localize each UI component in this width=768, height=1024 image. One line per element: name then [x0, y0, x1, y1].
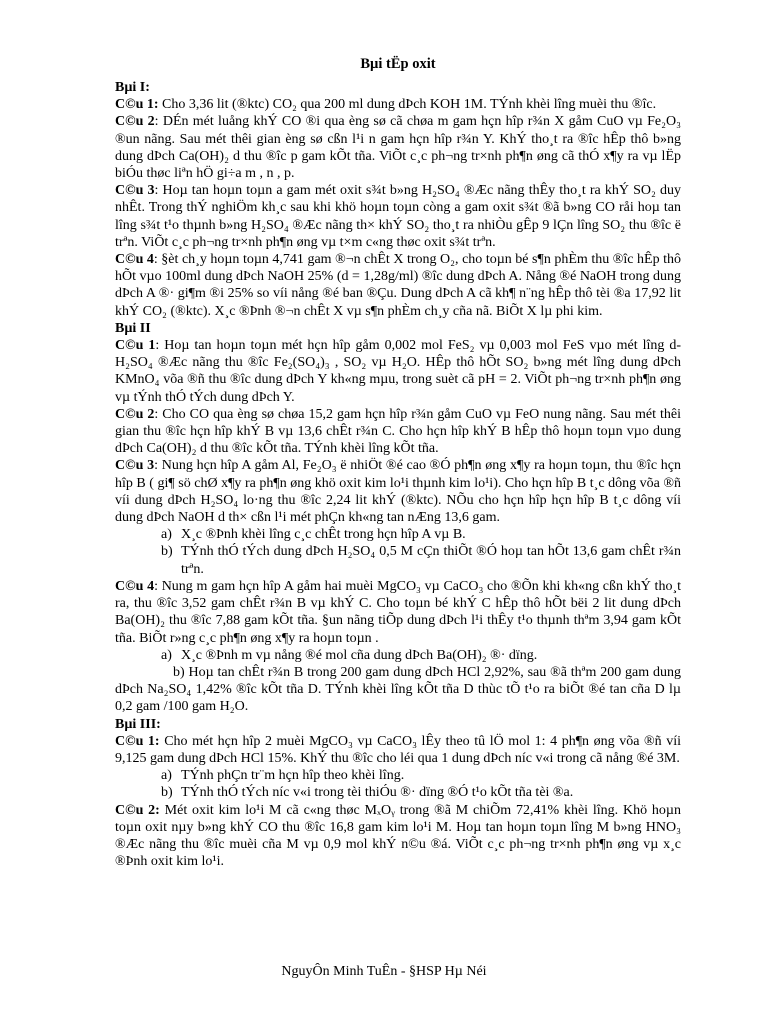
question [115, 733, 681, 767]
question-text: : Nung hçn hîp A gåm Al, Fe₂O₃ ë nhiÖt ®é cao ®Ó ph¶n øng x¶y ra hoµn toµn, thu ®îc hçn hîp B ( gi¶ sö chØ x¶y ra ph¶n øng khö oxit kim lo¹i thµnh kim lo¹i). Cho hçn hîp B t¸c dông võa ®ñ víi dung dÞch H₂SO₄ lo·ng thu ®îc 2,24 lit khÝ (®ktc). NÕu cho hçn hîp hçn hîp B t¸c dông víi dung dÞch NaOH d th× cßn l¹i mét phÇn kh«ng tan nÆng 13,6 gam. [115, 458, 681, 526]
page-footer: NguyÔn Minh TuÊn - §HSP Hµ Néi [281, 964, 487, 979]
question-label: C©u 3 [115, 458, 155, 474]
question-text: Cho 3,36 lit (®ktc) CO₂ qua 200 ml dung dÞch KOH 1M. TÝnh khèi lîng muèi thu ®îc. [158, 97, 657, 113]
question [115, 113, 681, 182]
question-text: : DÉn mét luång khÝ CO ®i qua èng sø cã chøa m gam hçn hîp r¾n X gåm CuO vµ Fe₂O₃ ®un nãng. Sau mét thêi gian èng sø cßn l¹i n gam hçn hîp r¾n Y. KhÝ tho¸t ra ®îc hÊp thô b»ng dung dÞch Ca(OH)₂ d thu ®îc p gam kÕt tña. ViÕt c¸c ph¬ng tr×nh ph¶n øng cã thÓ x¶y ra vµ lËp biÓu thøc liªn hÖ gi÷a m , n , p. [115, 114, 682, 182]
sub-question [161, 767, 681, 784]
section-heading: Bµi II [115, 320, 151, 336]
question-text: Mét oxit kim lo¹i M cã c«ng thøc MₓOᵧ trong ®ã M chiÕm 72,41% khèi lîng. Khö hoµn toµn oxit nµy b»ng khÝ CO thu ®îc 16,8 gam kim lo¹i M. Hoµ tan hoµn toµn lîng M b»ng HNO₃ ®Æc nãng thu ®îc muèi cña M vµ 0,9 mol khÝ n©u ®á. ViÕt c¸c ph¬ng tr×nh ph¶n øng vµ x¸c ®Þnh oxit kim lo¹i. [115, 802, 681, 870]
sub-question-text: X¸c ®Þnh m vµ nång ®é mol cña dung dÞch Ba(OH)₂ ®· dïng. [181, 647, 538, 663]
sub-question [161, 647, 681, 664]
question-label: C©u 4 [115, 578, 155, 594]
sub-question-text: TÝnh thÓ tÝch níc v«i trong tèi thiÓu ®· dïng ®Ó t¹o kÕt tña tèi ®a. [181, 785, 574, 801]
sub-question-text: X¸c ®Þnh khèi lîng c¸c chÊt trong hçn hîp A vµ B. [181, 527, 466, 543]
page-title: Bµi tËp oxit [360, 56, 436, 72]
sub-question-text: TÝnh phÇn tr¨m hçn hîp theo khèi lîng. [181, 768, 405, 784]
sub-question-b: b) Hoµ tan chÊt r¾n B trong 200 gam dung dÞch HCl 2,92%, sau ®ã thªm 200 gam dung dÞch Na₂SO₄ 1,42% ®îc kÕt tña D. TÝnh khèi lîng kÕt tña D thùc tÕ t¹o ra biÕt ®é tan cña D lµ 0,2 gam /100 gam H₂O. [115, 664, 681, 715]
question-text: : Hoµ tan hoµn toµn mét hçn hîp gåm 0,002 mol FeS₂ vµ 0,003 mol FeS vµo mét lîng d H₂SO₄ ®Æc nãng thu ®îc Fe₂(SO₄)₃ , SO₂ vµ H₂O. HÊp thô hÕt SO₂ b»ng mét lîng dung dÞch KMnO₄ võa ®ñ thu ®îc dung dÞch Y kh«ng mµu, trong suèt cã pH = 2. ViÕt ph¬ng tr×nh ph¶n øng vµ tÝnh thÓ tÝch dung dÞch Y. [115, 338, 681, 405]
question-text: Cho mét hçn hîp 2 muèi MgCO₃ vµ CaCO₃ lÊy theo tû lÖ mol 1: 4 ph¶n øng võa ®ñ víi 9,125 gam dung dÞch HCl 15%. KhÝ thu ®îc cho léi qua 1 dung dÞch níc v«i trong cã nång ®é 3M. [115, 733, 681, 766]
question [115, 251, 681, 320]
question [115, 182, 681, 251]
question [115, 457, 681, 526]
section-heading: Bµi I: [115, 80, 150, 95]
question-label: C©u 1: [115, 733, 160, 749]
question-label: C©u 2 [115, 406, 155, 422]
question [115, 406, 681, 458]
sub-question-mark: a) [161, 647, 172, 663]
sub-question-text: TÝnh thÓ tÝch dung dÞch H₂SO₄ 0,5 M cÇn thiÕt ®Ó hoµ tan hÕt 13,6 gam chÊt r¾n trªn. [181, 544, 681, 577]
question [115, 802, 681, 871]
sub-question-mark: b) [161, 785, 173, 801]
sub-question-mark: b) [161, 544, 173, 560]
section-heading: Bµi III: [115, 716, 161, 732]
question-label: C©u 2: [115, 802, 160, 818]
question [115, 578, 681, 647]
document-body [115, 56, 681, 870]
question [115, 96, 681, 113]
sub-question [161, 784, 681, 801]
sub-question [161, 543, 681, 577]
sub-question-mark: a) [161, 527, 172, 543]
question-label: C©u 4 [115, 252, 154, 268]
sub-question [161, 526, 681, 543]
question-label: C©u 3 [115, 183, 155, 199]
question [115, 337, 681, 406]
sub-question-mark: a) [161, 768, 172, 784]
question-text: : Nung m gam hçn hîp A gåm hai muèi MgCO₃ vµ CaCO₃ cho ®Õn khi kh«ng cßn khÝ tho¸t ra, thu ®îc 3,52 gam chÊt r¾n B vµ khÝ C. Cho toµn bé khÝ C hÊp thô hÕt bëi 2 lit dung dÞch Ba(OH)₂ thu ®îc 7,88 gam kÕt tña. §un nãng tiÕp dung dÞch l¹i thÊy t¹o thµnh thªm 3,94 gam kÕt tña. BiÕt r»ng c¸c ph¶n øng x¶y ra hoµn toµn . [115, 578, 681, 646]
question-text: : Hoµ tan hoµn toµn a gam mét oxit s¾t b»ng H₂SO₄ ®Æc nãng thÊy tho¸t ra khÝ SO₂ duy nhÊt. Trong thÝ nghiÖm kh¸c sau khi khö hoµn toµn còng a gam oxit s¾t ®ã b»ng CO råi hoµ tan lîng s¾t t¹o thµnh b»ng H₂SO₄ ®Æc nãng th× khÝ SO₂ tho¸t ra nhiÒu gÊp 9 lÇn lîng SO₂ thu ®îc ë trªn. ViÕt c¸c ph¬ng tr×nh ph¶n øng vµ t×m c«ng thøc oxit s¾t trªn. [115, 183, 681, 250]
question-label: C©u 2 [115, 114, 155, 130]
question-text: : Cho CO qua èng sø chøa 15,2 gam hçn hîp r¾n gåm CuO vµ FeO nung nãng. Sau mét thêi gian thu ®îc hçn hîp khÝ B vµ 13,6 chÊt r¾n C. Cho hçn hîp khÝ B hÊp thô hoµn toµn vµo dung dÞch Ca(OH)₂ d thu ®îc kÕt tña. TÝnh khèi lîng kÕt tña. [115, 406, 681, 457]
question-label: C©u 1 [115, 338, 156, 354]
question-text: : §èt ch¸y hoµn toµn 4,741 gam ®¬n chÊt X trong O₂, cho toµn bé s¶n phÈm thu ®îc hÊp thô hÕt vµo 100ml dung dÞch NaOH 25% (d = 1,28g/ml) ®îc dung dÞch A. Nång ®é NaOH trong dung dÞch A ®· gi¶m ®i 25% so víi nång ®é ban ®Çu. Dung dÞch A cã kh¶ n¨ng hÊp thô tèi ®a 17,92 lit khÝ CO₂ (®ktc). X¸c ®Þnh ®¬n chÊt X vµ s¶n phÈm ch¸y cña nã. BiÕt X lµ phi kim. [115, 252, 681, 319]
question-label: C©u 1: [115, 97, 159, 113]
